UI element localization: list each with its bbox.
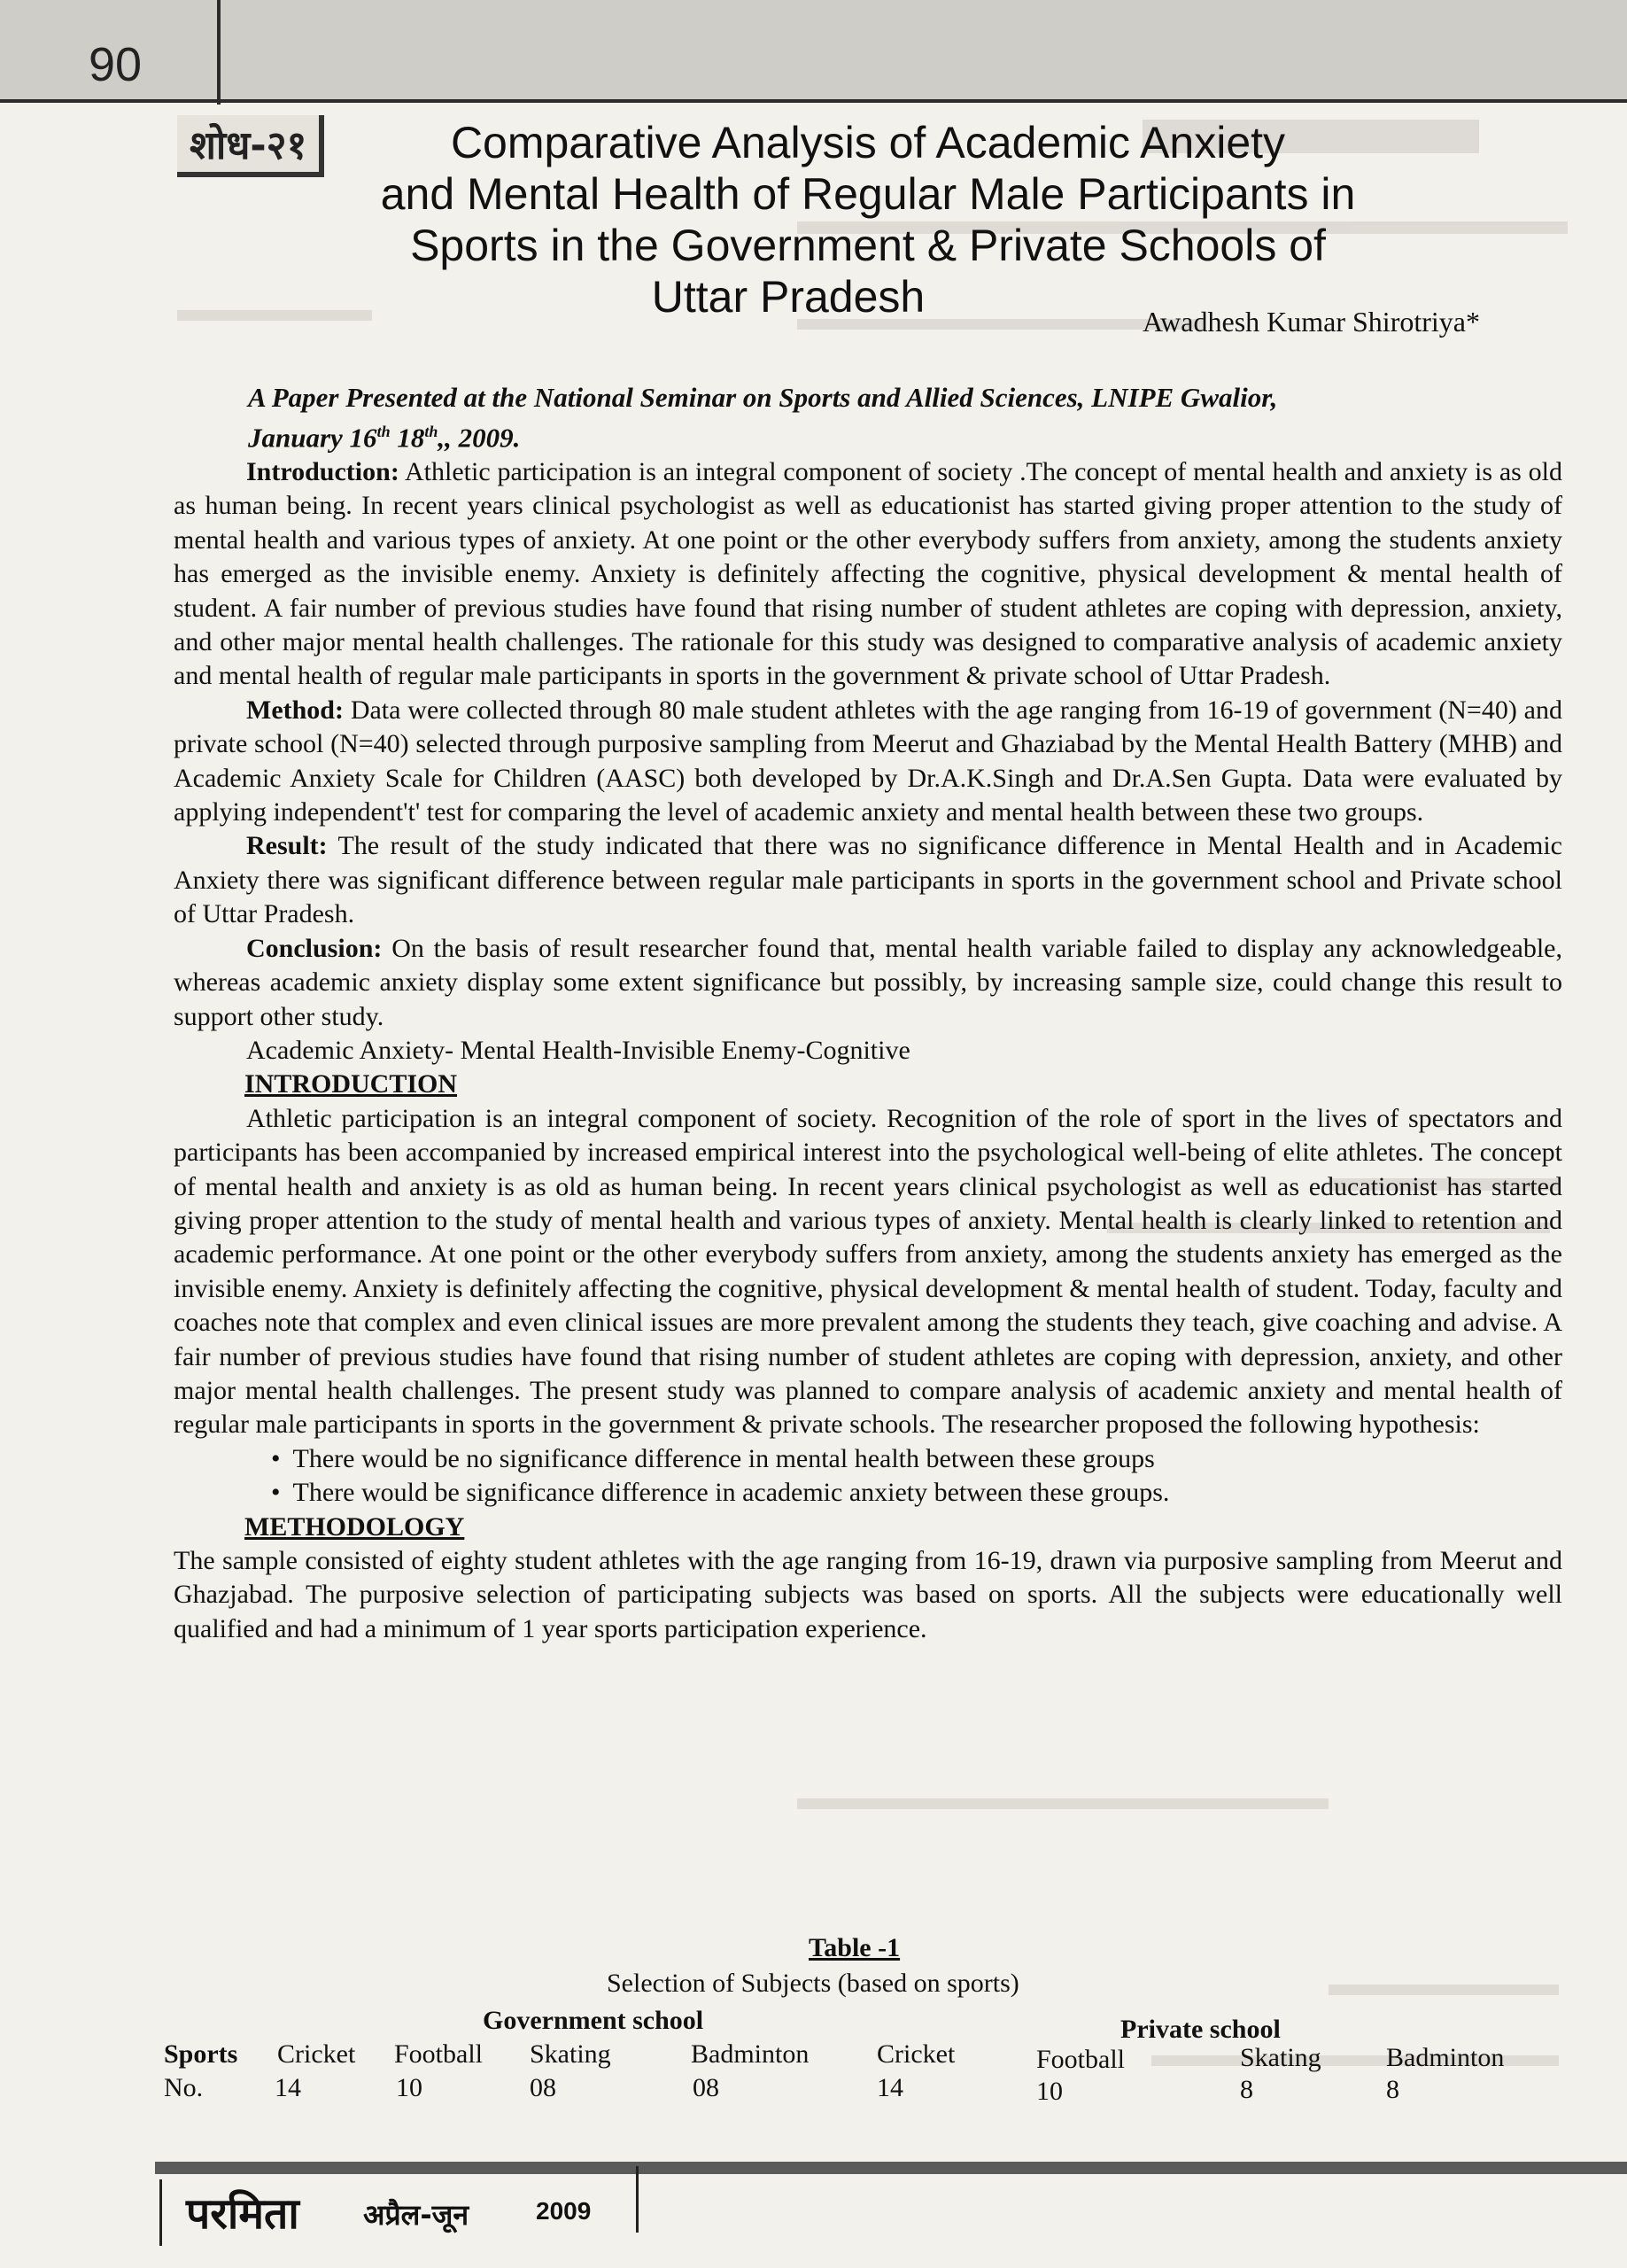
table-cell: 08	[693, 2073, 719, 2102]
table-cell: 14	[275, 2073, 301, 2102]
table-row-label: Sports	[164, 2039, 238, 2069]
abstract-label: Introduction:	[246, 457, 399, 486]
introduction-text: Athletic participation is an integral component of society. Recognition of the role of sport in the lives of spectators and participants has been accompanied by increased empirical interest into the psychological well-being of elite athletes. The concept of mental health and anxiety is as old as human being. In recent years clinical psychologist as well as educationist has started giving proper attention to the study of mental health and various types of anxiety. Mental health is clearly linked to retention and academic performance. At one point or the other everybody suffers from anxiety, among the students anxiety has emerged as the invisible enemy. Anxiety is definitely affecting the cognitive, physical development & mental health of student. Today, faculty and coaches note that complex and even clinical issues are more prevalent among the students they teach, give coaching and advise. A fair number of previous studies have found that rising number of student athletes are coping with depression, anxiety, and other major mental health challenges. The present study was planned to compare analysis of academic anxiety and mental health of regular male participants in sports in the government & private schools. The researcher proposed the following hypothesis:	[174, 1103, 1562, 1440]
abstract-text: Data were collected through 80 male student athletes with the age ranging from 16-19 of government (N=40) and private school (N=40) selected through purposive sampling from Meerut and Ghaziabad by the Mental Health Battery (MHB) and Academic Anxiety Scale for Children (AASC) both developed by Dr.A.K.Singh and Dr.A.Sen Gupta. Data were evaluated by applying independent't' test for comparing the level of academic anxiety and mental health between these two groups.	[174, 695, 1562, 827]
footer-divider	[636, 2166, 639, 2233]
footer-divider	[159, 2179, 162, 2246]
table-header-cell: Cricket	[877, 2039, 956, 2069]
paper-title	[319, 117, 1417, 322]
abstract-text: The result of the study indicated that there was no significance difference in Mental Health and in Academic Anxiety there was significant difference between regular male participants in sports in the government school and Private school of Uttar Pradesh.	[174, 831, 1562, 929]
table-cell: 8	[1240, 2075, 1253, 2104]
table-cell: 8	[1386, 2075, 1399, 2104]
footer-year: 2009	[536, 2197, 592, 2225]
table-header-cell: Football	[394, 2039, 484, 2069]
hypothesis-item: • There would be significance difference in academic anxiety between these groups.	[271, 1476, 1562, 1510]
page-number-box	[0, 0, 221, 105]
seminar-note-line1: A Paper Presented at the National Seminar on Sports and Allied Sciences, LNIPE Gwalior,	[248, 382, 1278, 413]
table-header-cell: Skating	[1240, 2043, 1321, 2072]
seminar-year: ,, 2009.	[438, 422, 521, 454]
page-number: 90	[89, 38, 143, 91]
seminar-note-line2	[248, 415, 1577, 454]
abstract-introduction	[174, 455, 1562, 694]
footer-magazine-name: परमिता	[186, 2189, 299, 2239]
table-group-private: Private school	[1120, 2015, 1281, 2044]
abstract-label: Conclusion:	[246, 933, 383, 963]
abstract-method	[174, 694, 1562, 830]
article-body	[174, 455, 1562, 1646]
table-header-cell: Cricket	[277, 2039, 356, 2069]
abstract-label: Method:	[246, 695, 344, 725]
title-line: Uttar Pradesh	[651, 272, 926, 322]
keywords: Academic Anxiety- Mental Health-Invisible Enemy-Cognitive	[246, 1035, 910, 1065]
abstract-text: On the basis of result researcher found that, mental health variable failed to display any acknowledgeable, whereas academic anxiety display some extent significance but possibly, by increasing sample size, could change this result to support other study.	[174, 933, 1562, 1031]
title-line: Sports in the Government & Private Schools of	[410, 221, 1326, 270]
title-line: Comparative Analysis of Academic Anxiety	[450, 118, 1286, 167]
table-header-cell: Football	[1036, 2045, 1126, 2074]
footer-issue: अप्रैल-जून	[363, 2198, 469, 2232]
table-caption: Table -1	[809, 1933, 901, 1962]
table-group-government: Government school	[483, 2006, 704, 2035]
hypothesis-list	[174, 1442, 1562, 1511]
table-cell: 10	[1036, 2077, 1063, 2106]
table-header-cell: Skating	[530, 2039, 611, 2069]
methodology-heading: METHODOLOGY	[244, 1511, 465, 1542]
seminar-date-start: January 16	[248, 422, 377, 454]
author-name: Awadhesh Kumar Shirotriya*	[1143, 306, 1480, 338]
table-cell: 10	[396, 2073, 422, 2102]
seminar-date-sup: th	[376, 423, 391, 440]
seminar-note	[248, 381, 1577, 454]
header-rule	[0, 99, 1627, 103]
methodology-text: The sample consisted of eighty student athletes with the age ranging from 16-19, drawn via purposive sampling from Meerut and Ghazjabad. The purposive selection of participating subjects was based on sports. All the subjects were educationally well qualified and had a minimum of 1 year sports participation experience.	[174, 1546, 1562, 1643]
header-band	[0, 0, 1627, 102]
table-cell: 14	[877, 2073, 903, 2102]
table-header-cell: Badminton	[691, 2039, 810, 2069]
abstract-text: Athletic participation is an integral component of society .The concept of mental health and anxiety is as old as human being. In recent years clinical psychologist as well as educationist has started giving proper attention to the study of mental health and various types of anxiety. At one point or the other everybody suffers from anxiety, among the students anxiety has emerged as the invisible enemy. Anxiety is definitely affecting the cognitive, physical development & mental health of student. A fair number of previous studies have found that rising number of student athletes are coping with depression, anxiety, and other major mental health challenges. The rationale for this study was designed to comparative analysis of academic anxiety and mental health of regular male participants in sports in the government & private school of Uttar Pradesh.	[174, 457, 1562, 691]
table-subtitle: Selection of Subjects (based on sports)	[607, 1969, 1019, 1998]
hypothesis-item: • There would be no significance difference in mental health between these groups	[271, 1442, 1562, 1476]
table-cell: 08	[530, 2073, 556, 2102]
title-line: and Mental Health of Regular Male Participants in	[380, 169, 1356, 219]
table-row-label: No.	[164, 2073, 204, 2102]
abstract-conclusion	[174, 932, 1562, 1034]
table-header-cell: Badminton	[1386, 2043, 1505, 2072]
footer-rule	[155, 2162, 1627, 2174]
seminar-date-sup: th	[424, 423, 438, 440]
seminar-date-end: 18	[390, 422, 425, 454]
introduction-heading: INTRODUCTION	[244, 1069, 458, 1099]
section-tag: शोध-२१	[177, 115, 324, 177]
abstract-result	[174, 829, 1562, 931]
abstract-label: Result:	[246, 831, 328, 861]
